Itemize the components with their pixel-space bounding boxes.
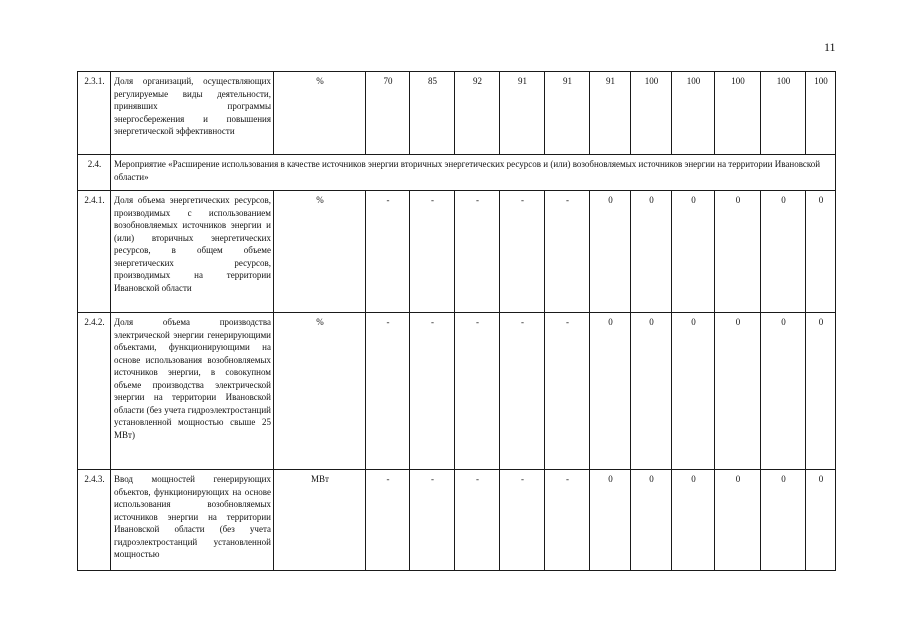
unit-cell: МВт — [274, 470, 366, 571]
value-cell: 0 — [715, 313, 761, 470]
value-cell: 0 — [590, 191, 631, 313]
value-cell: 0 — [761, 313, 806, 470]
value-cell: 100 — [806, 72, 836, 155]
table-row-2-4-3 — [78, 470, 836, 571]
value-cell: 70 — [366, 72, 410, 155]
value-cell: 0 — [631, 313, 672, 470]
value-cell: 100 — [761, 72, 806, 155]
table-row-2-3-1 — [78, 72, 836, 155]
indicator-name: Доля организаций, осуществляющих регулируемые виды деятельности, принявших программы энергосбережения и повышения энергетической эффективности — [111, 72, 274, 155]
value-cell: 0 — [806, 313, 836, 470]
value-cell: 0 — [672, 191, 715, 313]
value-cell: - — [545, 313, 590, 470]
value-cell: 0 — [715, 470, 761, 571]
table-row-2-4-2 — [78, 313, 836, 470]
unit-cell: % — [274, 191, 366, 313]
value-cell: - — [410, 191, 455, 313]
value-cell: 100 — [672, 72, 715, 155]
value-cell: 0 — [590, 470, 631, 571]
row-number: 2.4.2. — [78, 313, 111, 470]
value-cell: - — [455, 470, 500, 571]
row-number: 2.3.1. — [78, 72, 111, 155]
value-cell: 0 — [806, 470, 836, 571]
value-cell: - — [410, 470, 455, 571]
value-cell: 0 — [631, 191, 672, 313]
value-cell: 85 — [410, 72, 455, 155]
value-cell: 92 — [455, 72, 500, 155]
table-row-2-4 — [78, 155, 836, 191]
value-cell: - — [455, 313, 500, 470]
value-cell: - — [366, 191, 410, 313]
row-number: 2.4.3. — [78, 470, 111, 571]
value-cell: 0 — [761, 191, 806, 313]
value-cell: - — [545, 191, 590, 313]
value-cell: 0 — [806, 191, 836, 313]
unit-cell: % — [274, 313, 366, 470]
table-row-2-4-1 — [78, 191, 836, 313]
value-cell: 100 — [715, 72, 761, 155]
row-number: 2.4. — [78, 155, 111, 191]
value-cell: - — [366, 313, 410, 470]
value-cell: 100 — [631, 72, 672, 155]
value-cell: - — [366, 470, 410, 571]
indicators-table — [77, 71, 836, 571]
value-cell: 91 — [545, 72, 590, 155]
value-cell: - — [500, 470, 545, 571]
value-cell: 0 — [590, 313, 631, 470]
value-cell: 0 — [715, 191, 761, 313]
value-cell: 0 — [672, 470, 715, 571]
value-cell: - — [500, 191, 545, 313]
value-cell: - — [500, 313, 545, 470]
value-cell: 0 — [761, 470, 806, 571]
value-cell: - — [545, 470, 590, 571]
unit-cell: % — [274, 72, 366, 155]
row-number: 2.4.1. — [78, 191, 111, 313]
value-cell: 91 — [500, 72, 545, 155]
value-cell: - — [455, 191, 500, 313]
value-cell: - — [410, 313, 455, 470]
value-cell: 0 — [631, 470, 672, 571]
indicator-name: Доля объема энергетических ресурсов, производимых с использованием возобновляемых источников энергии и (или) вторичных энергетических ресурсов, в общем объеме энергетических ресурсов, производимых на территории Ивановской области — [111, 191, 274, 313]
indicator-name: Ввод мощностей генерирующих объектов, функционирующих на основе использования возобновляемых источников энергии на территории Ивановской области (без учета гидроэлектростанций установленной мощностью — [111, 470, 274, 571]
page-number: 11 — [824, 40, 836, 54]
value-cell: 91 — [590, 72, 631, 155]
event-title: Мероприятие «Расширение использования в качестве источников энергии вторичных энергетических ресурсов и (или) возобновляемых источников энергии на территории Ивановской области» — [111, 155, 836, 191]
value-cell: 0 — [672, 313, 715, 470]
indicator-name: Доля объема производства электрической энергии генерирующими объектами, функционирующими на основе использования возобновляемых источников энергии, в совокупном объеме производства электрической энергии на территории Ивановской области (без учета гидроэлектростанций установленной мощностью свыше 25 МВт) — [111, 313, 274, 470]
